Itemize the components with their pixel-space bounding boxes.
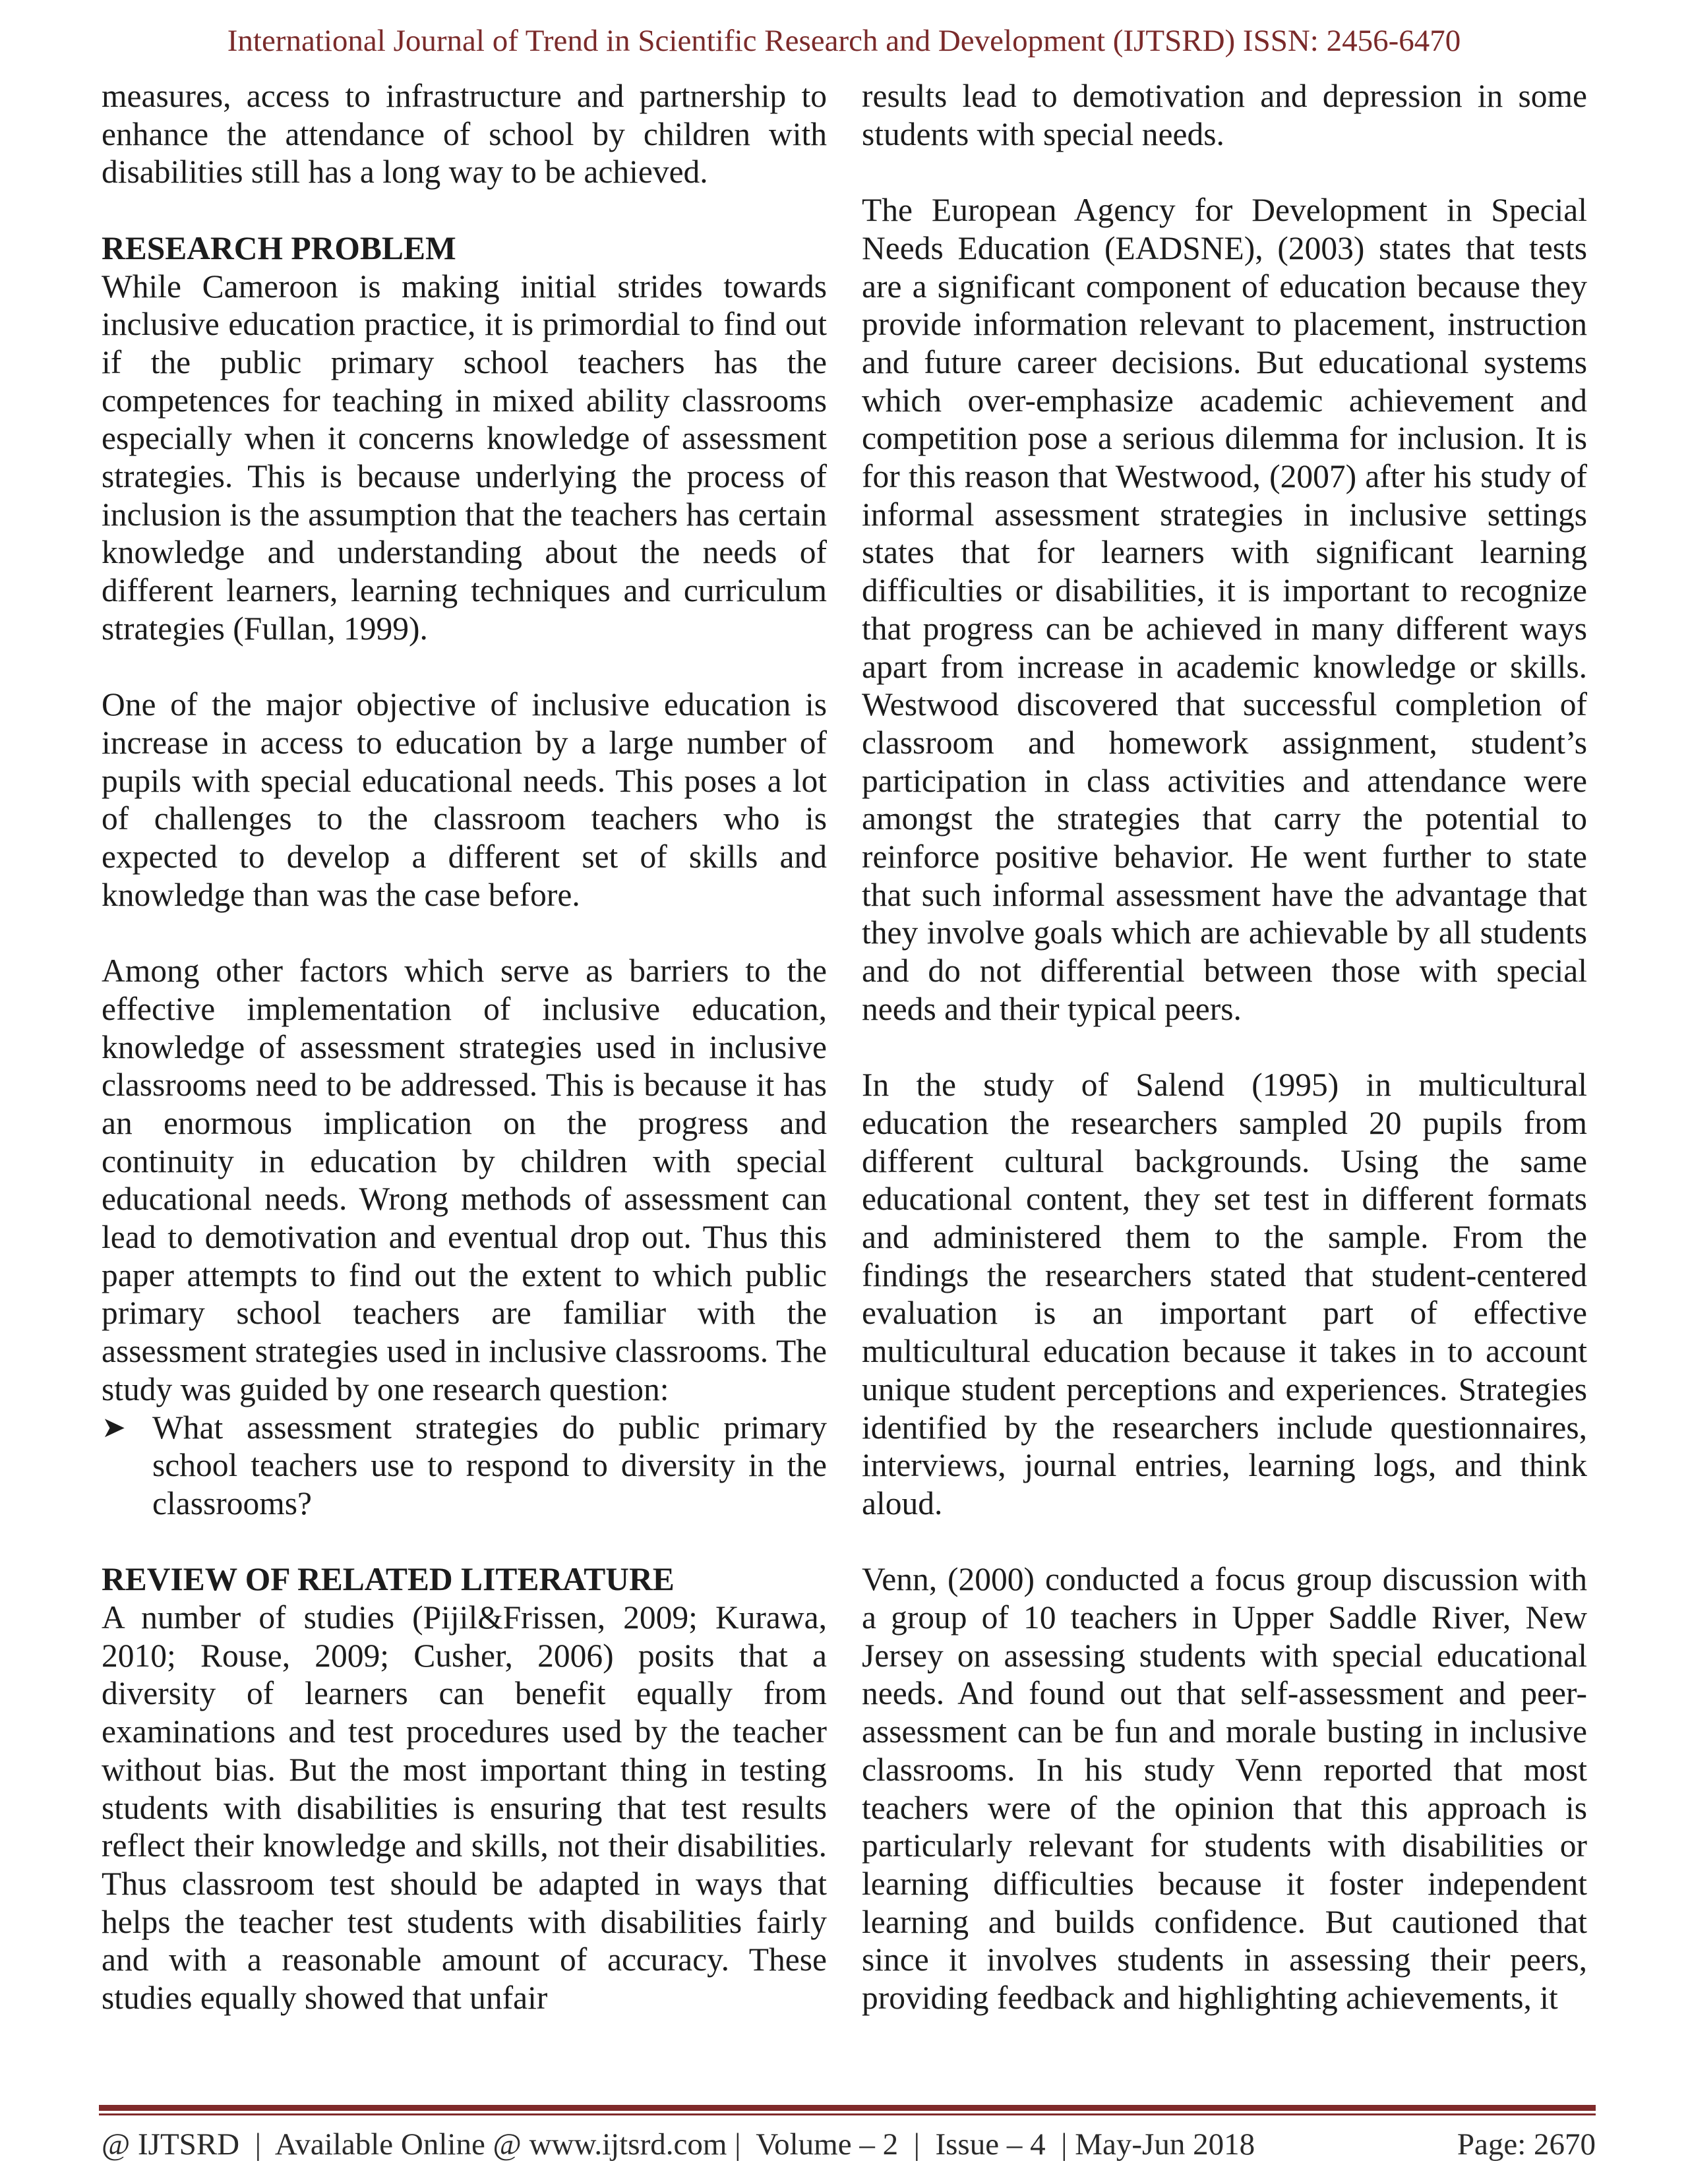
page-footer (102, 2121, 1596, 2168)
intro-paragraph: measures, access to infrastructure and partnership to enhance the attendance of school by children with disabilities still has a long way to be achieved. (102, 78, 827, 191)
eadsne-paragraph: The European Agency for Development in Special Needs Education (EADSNE), (2003) states that tests are a significant component of education because they provide information relevant to placement, instruction and future career decisions. But educational systems which over-emphasize academic achievement and competition pose a serious dilemma for inclusion. It is for this reason that Westwood, (2007) after his study of informal assessment strategies in inclusive settings states that for learners with significant learning difficulties or disabilities, it is important to recognize that progress can be achieved in many different ways apart from increase in academic knowledge or skills. Westwood discovered that successful completion of classroom and homework assignment, student’s participation in class activities and attendance were amongst the strategies that carry the potential to reinforce positive behavior. He went further to state that such informal assessment have the advantage that they involve goals which are achievable by all students and do not differential between those with special needs and their typical peers. (862, 192, 1587, 1027)
footer-rule-thin (99, 2113, 1596, 2115)
research-question-bullet (102, 1409, 827, 1523)
continued-paragraph: results lead to demotivation and depression in some students with special needs. (862, 78, 1587, 152)
paragraph-gap (102, 1523, 827, 1561)
arrow-bullet-icon: ➤ (102, 1411, 126, 1444)
research-problem-paragraph-2: One of the major objective of inclusive education is increase in access to education by a large number of pupils with special educational needs. This poses a lot of challenges to the classroom teachers who is expected to develop a different set of skills and knowledge than was the case before. (102, 686, 827, 913)
paragraph-gap (862, 153, 1587, 191)
research-question-text: What assessment strategies do public primary school teachers use to respond to diversity in the classrooms? (152, 1409, 827, 1521)
paragraph-gap (102, 914, 827, 952)
footer-rule-thick (99, 2105, 1596, 2111)
research-problem-paragraph-3: Among other factors which serve as barriers to the effective implementation of inclusive education, knowledge of assessment strategies used in inclusive classrooms need to be addressed. This is because it has an enormous implication on the progress and continuity in education by children with special educational needs. Wrong methods of assessment can lead to demotivation and eventual drop out. Thus this paper attempts to find out the extent to which public primary school teachers are familiar with the assessment strategies used in inclusive classrooms. The study was guided by one research question: (102, 953, 827, 1407)
salend-paragraph: In the study of Salend (1995) in multicultural education the researchers sampled 20 pupils from different cultural backgrounds. Using the same educational content, they set test in different formats and administered them to the sample. From the findings the researchers stated that student-centered evaluation is an important part of effective multicultural education because it takes in to account unique student perceptions and experiences. Strategies identified by the researchers include questionnaires, interviews, journal entries, learning logs, and think aloud. (862, 1067, 1587, 1521)
literature-review-paragraph-1: A number of studies (Pijil&Frissen, 2009; Kurawa, 2010; Rouse, 2009; Cusher, 2006) posits that a diversity of learners can benefit equally from examinations and test procedures used by the teacher without bias. But the most important thing in testing students with disabilities is ensuring that test results reflect their knowledge and skills, not their disabilities. Thus classroom test should be adapted in ways that helps the teacher test students with disabilities fairly and with a reasonable amount of accuracy. These studies equally showed that unfair (102, 1599, 827, 2017)
paragraph-gap (102, 648, 827, 686)
paragraph-gap (862, 1028, 1587, 1067)
journal-header: International Journal of Trend in Scientific Research and Development (IJTSRD) ISSN: 2456-6470 (227, 24, 1461, 58)
venn-paragraph: Venn, (2000) conducted a focus group discussion with a group of 10 teachers in Upper Saddle River, New Jersey on assessing students with special educational needs. And found out that self-assessment and peer-assessment can be fun and morale busting in inclusive classrooms. In his study Venn reported that most teachers were of the opinion that this approach is particularly relevant for students with disabilities or learning difficulties because it foster independent learning and builds confidence. But cautioned that since it involves students in assessing their peers, providing feedback and highlighting achievements, it (862, 1561, 1587, 2017)
page-number: Page: 2670 (1457, 2127, 1596, 2162)
left-column (102, 77, 827, 2017)
research-problem-heading: RESEARCH PROBLEM (102, 229, 456, 266)
right-column (862, 77, 1587, 2017)
literature-review-heading: REVIEW OF RELATED LITERATURE (102, 1561, 675, 1598)
paragraph-gap (102, 191, 827, 229)
footer-citation: @ IJTSRD | Available Online @ www.ijtsrd.com | Volume – 2 | Issue – 4 | May-Jun 2018 (102, 2127, 1255, 2162)
research-problem-paragraph-1: While Cameroon is making initial strides towards inclusive education practice, it is primordial to find out if the public primary school teachers has the competences for teaching in mixed ability classrooms especially when it concerns knowledge of assessment strategies. This is because underlying the process of inclusion is the assumption that the teachers has certain knowledge and understanding about the needs of different learners, learning techniques and curriculum strategies (Fullan, 1999). (102, 268, 827, 647)
paragraph-gap (862, 1523, 1587, 1561)
